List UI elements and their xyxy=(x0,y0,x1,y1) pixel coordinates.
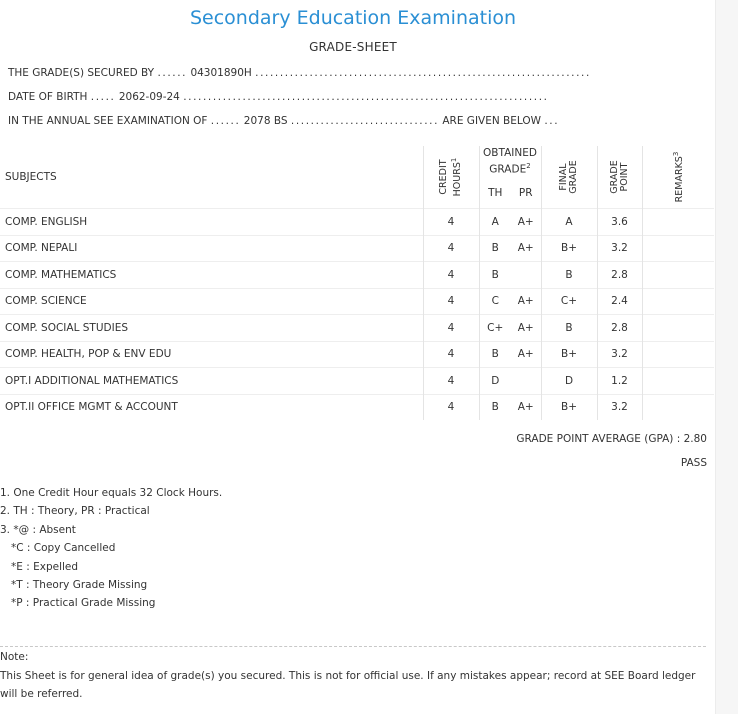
dob-value: 2062-09-24 xyxy=(118,91,180,103)
grade-point-cell: 3.2 xyxy=(597,341,642,368)
final-grade-cell: D xyxy=(541,368,597,395)
subject-cell: COMP. HEALTH, POP & ENV EDU xyxy=(0,341,423,368)
table-row xyxy=(0,209,714,236)
footnote-3: 3. *@ : Absent xyxy=(0,523,76,536)
final-grade-cell: C+ xyxy=(541,288,597,315)
exam-label: IN THE ANNUAL SEE EXAMINATION OF xyxy=(8,115,208,127)
page-right-border xyxy=(715,0,738,714)
given-below-label: ARE GIVEN BELOW xyxy=(442,115,542,127)
grade-point-cell: 1.2 xyxy=(597,368,642,395)
header-grade-point: GRADE POINT xyxy=(597,146,642,209)
subject-cell: COMP. MATHEMATICS xyxy=(0,262,423,289)
remarks-cell xyxy=(642,394,714,420)
secured-by-label: THE GRADE(S) SECURED BY xyxy=(8,67,155,79)
final-grade-cell: B xyxy=(541,262,597,289)
table-row xyxy=(0,315,714,342)
remarks-cell xyxy=(642,288,714,315)
credit-cell: 4 xyxy=(423,394,479,420)
symbol-number: 04301890H xyxy=(190,67,252,79)
exam-year: 2078 BS xyxy=(243,115,288,127)
header-th: TH xyxy=(479,178,511,209)
credit-cell: 4 xyxy=(423,235,479,262)
pr-grade-cell: A+ xyxy=(511,315,541,342)
credit-cell: 4 xyxy=(423,341,479,368)
subject-cell: COMP. SCIENCE xyxy=(0,288,423,315)
grade-point-cell: 3.2 xyxy=(597,235,642,262)
table-row xyxy=(0,262,714,289)
th-grade-cell: B xyxy=(479,235,511,262)
pr-grade-cell: A+ xyxy=(511,394,541,420)
credit-cell: 4 xyxy=(423,315,479,342)
credit-cell: 4 xyxy=(423,209,479,236)
note-label: Note: xyxy=(0,651,29,663)
dob-label: DATE OF BIRTH xyxy=(8,91,88,103)
footnote-1: 1. One Credit Hour equals 32 Clock Hours. xyxy=(0,487,223,499)
pr-grade-cell xyxy=(511,368,541,395)
exam-line: IN THE ANNUAL SEE EXAMINATION OF ...... 2078 BS .............................. ARE GIVEN BELOW ... xyxy=(8,115,560,127)
remarks-cell xyxy=(642,368,714,395)
pr-grade-cell: A+ xyxy=(511,235,541,262)
table-row xyxy=(0,394,714,420)
gpa-summary: GRADE POINT AVERAGE (GPA) : 2.80 xyxy=(516,433,707,445)
subject-cell: COMP. NEPALI xyxy=(0,235,423,262)
credit-cell: 4 xyxy=(423,368,479,395)
final-grade-cell: B+ xyxy=(541,235,597,262)
remarks-cell xyxy=(642,315,714,342)
footnotes xyxy=(0,484,222,613)
footnote-practical-missing: *P : Practical Grade Missing xyxy=(11,597,156,610)
th-grade-cell: A xyxy=(479,209,511,236)
pr-grade-cell xyxy=(511,262,541,289)
dob-line: DATE OF BIRTH ..... 2062-09-24 .......................................................................... xyxy=(8,91,549,103)
header-remarks: REMARKS$^3$ xyxy=(642,146,714,209)
subject-cell: OPT.I ADDITIONAL MATHEMATICS xyxy=(0,368,423,395)
grade-point-cell: 2.8 xyxy=(597,262,642,289)
table-row xyxy=(0,368,714,395)
footnote-theory-missing: *T : Theory Grade Missing xyxy=(11,579,148,592)
th-grade-cell: B xyxy=(479,341,511,368)
credit-cell: 4 xyxy=(423,288,479,315)
grade-point-cell: 3.2 xyxy=(597,394,642,420)
grade-point-cell: 2.8 xyxy=(597,315,642,342)
footnote-2: 2. TH : Theory, PR : Practical xyxy=(0,505,150,518)
header-credit-hours: CREDIT HOURS$^1$ xyxy=(423,146,479,209)
grade-point-cell: 3.6 xyxy=(597,209,642,236)
remarks-cell xyxy=(642,235,714,262)
pr-grade-cell: A+ xyxy=(511,209,541,236)
table-row xyxy=(0,288,714,315)
pr-grade-cell: A+ xyxy=(511,341,541,368)
final-grade-cell: B+ xyxy=(541,394,597,420)
secured-by-line: THE GRADE(S) SECURED BY ...... 04301890H .................................................................... xyxy=(8,67,591,79)
remarks-cell xyxy=(642,209,714,236)
final-grade-cell: B xyxy=(541,315,597,342)
pr-grade-cell: A+ xyxy=(511,288,541,315)
subject-cell: OPT.II OFFICE MGMT & ACCOUNT xyxy=(0,394,423,420)
header-obtained-grade: OBTAINED GRADE$^2$ xyxy=(479,146,541,178)
final-grade-cell: B+ xyxy=(541,341,597,368)
th-grade-cell: D xyxy=(479,368,511,395)
remarks-cell xyxy=(642,341,714,368)
th-grade-cell: B xyxy=(479,262,511,289)
remarks-cell xyxy=(642,262,714,289)
th-grade-cell: C+ xyxy=(479,315,511,342)
grade-point-cell: 2.4 xyxy=(597,288,642,315)
footnote-copy-cancelled: *C : Copy Cancelled xyxy=(11,542,116,555)
header-final-grade: FINAL GRADE xyxy=(541,146,597,209)
header-subjects: SUBJECTS xyxy=(5,171,57,183)
table-row xyxy=(0,341,714,368)
result-status: PASS xyxy=(680,457,707,469)
th-grade-cell: C xyxy=(479,288,511,315)
credit-cell: 4 xyxy=(423,262,479,289)
page-title: Secondary Education Examination xyxy=(189,7,517,29)
grade-table xyxy=(0,146,714,420)
divider xyxy=(0,646,706,647)
table-row xyxy=(0,235,714,262)
header-pr: PR xyxy=(518,187,533,199)
page-subtitle: GRADE-SHEET xyxy=(309,40,397,54)
th-grade-cell: B xyxy=(479,394,511,420)
subject-cell: COMP. ENGLISH xyxy=(0,209,423,236)
footnote-expelled: *E : Expelled xyxy=(11,560,79,573)
final-grade-cell: A xyxy=(541,209,597,236)
subject-cell: COMP. SOCIAL STUDIES xyxy=(0,315,423,342)
note-text: This Sheet is for general idea of grade(s) you secured. This is not for official use. If any mistakes appear; record at SEE Board ledger will be referred. xyxy=(0,670,696,700)
